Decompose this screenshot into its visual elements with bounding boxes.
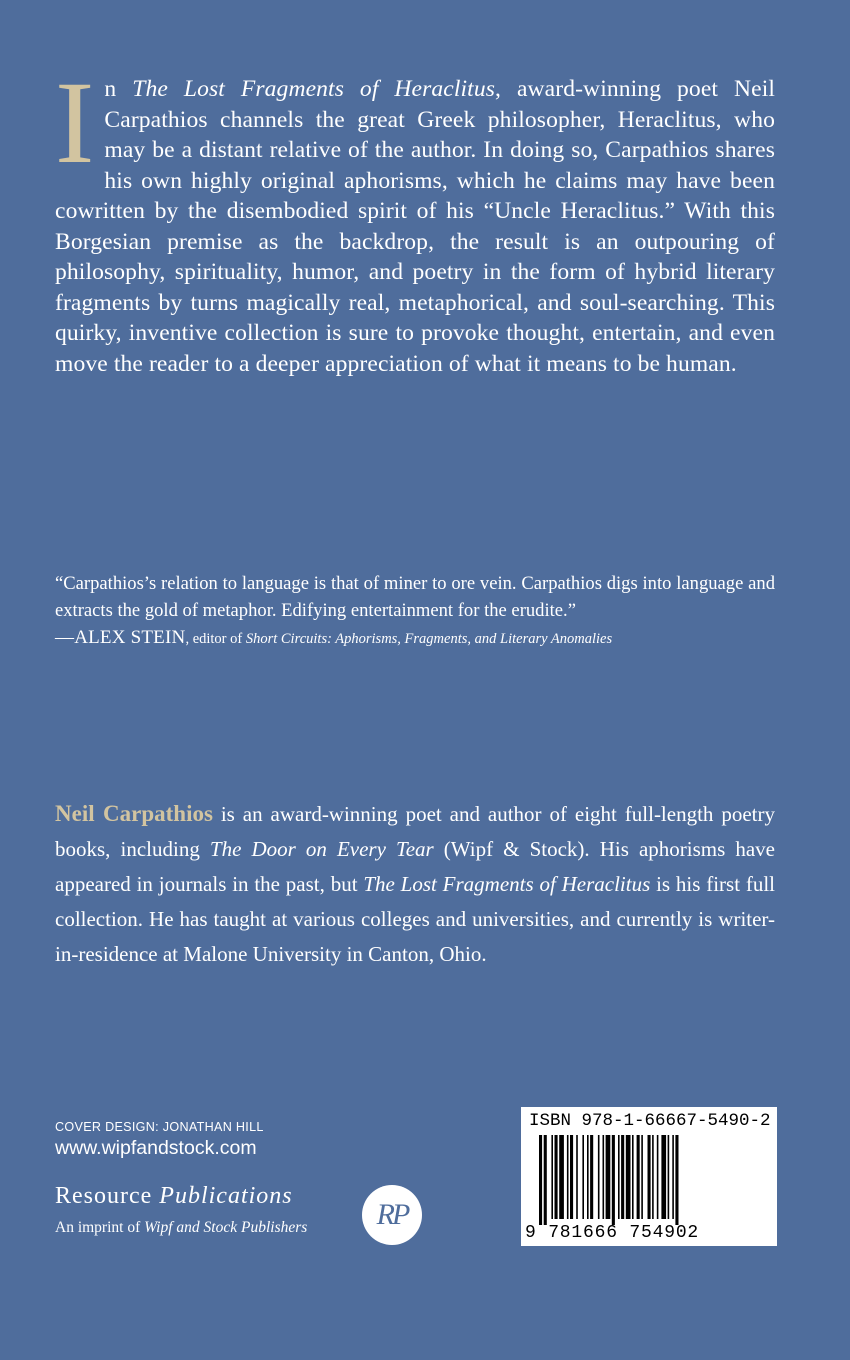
- barcode-bar: [652, 1135, 654, 1219]
- barcode-bar: [637, 1135, 640, 1219]
- imprint-line: [55, 1219, 307, 1237]
- bio-part-2: (Wipf & Stock). His aphorisms have appeared in journals in the past, but: [55, 837, 775, 896]
- barcode-digits: 9 781666 754902: [525, 1223, 700, 1243]
- bio-book-2: The Lost Fragments of Heraclitus: [363, 872, 651, 896]
- barcode-bar: [559, 1135, 564, 1219]
- barcode-bar: [598, 1135, 600, 1219]
- endorsement-attribution: [55, 627, 613, 648]
- blurb-text: , award-winning poet Neil Carpathios channels the great Greek philosopher, Heraclitus, who may be a distant relative of the author. In doing so, Carpathios shares his own highly original aphorisms, which he claims may have been cowritten by the disembodied spirit of his “Uncle Heraclitus.” With this Borgesian premise as the backdrop, the result is an outpouring of philosophy, spirituality, humor, and poetry in the form of hybrid literary fragments by turns magically real, metaphorical, and soul-searching. This quirky, inventive collection is sure to provoke thought, entertain, and even move the reader to a deeper appreciation of what it means to be human.: [55, 76, 776, 377]
- endorser-role: , editor of: [185, 631, 246, 647]
- barcode-bar: [618, 1135, 620, 1219]
- barcode-bar: [567, 1135, 569, 1219]
- back-cover-blurb: [55, 57, 776, 379]
- barcode-bar: [606, 1135, 611, 1219]
- barcode-bar: [657, 1135, 659, 1219]
- barcode-bar: [668, 1135, 670, 1219]
- barcode-bar: [539, 1135, 542, 1225]
- barcode-bar: [621, 1135, 624, 1219]
- isbn-barcode: [521, 1107, 777, 1246]
- barcode-bar: [576, 1135, 578, 1219]
- barcode-bar: [675, 1135, 678, 1225]
- endorser-name: —ALEX STEIN: [55, 627, 186, 648]
- author-name: Neil Carpathios: [55, 801, 213, 826]
- publisher-name-part-2: Publications: [159, 1183, 293, 1209]
- barcode-bar: [672, 1135, 674, 1219]
- cover-design-credit: COVER DESIGN: JONATHAN HILL: [55, 1120, 264, 1134]
- barcode-bar: [626, 1135, 631, 1219]
- barcode-bar: [587, 1135, 589, 1219]
- bio-part-3: is his first full collection. He has taught at various colleges and universities, and currently is writer-in-residence at Malone University in Canton, Ohio.: [55, 872, 776, 966]
- barcode-bar: [570, 1135, 573, 1219]
- rp-logo-icon: RP: [362, 1185, 422, 1245]
- blurb-book-title: The Lost Fragments of Heraclitus: [132, 76, 496, 102]
- isbn-label: ISBN 978-1-66667-5490-2: [529, 1111, 771, 1131]
- barcode-bar: [551, 1135, 553, 1219]
- barcode-bar: [612, 1135, 615, 1225]
- barcode-bar: [641, 1135, 643, 1219]
- barcode-bar: [603, 1135, 605, 1219]
- publisher-website: www.wipfandstock.com: [55, 1137, 257, 1159]
- bio-part-1: is an award-winning poet and author of eight full-length poetry books, including: [55, 802, 775, 861]
- endorsement-quote: “Carpathios’s relation to language is that of miner to ore vein. Carpathios digs into language and extracts the gold of metaphor. Edifying entertainment for the erudite.”: [55, 573, 775, 621]
- barcode-bar: [582, 1135, 584, 1219]
- imprint-publisher: Wipf and Stock Publishers: [144, 1219, 308, 1236]
- publisher-name: [55, 1183, 293, 1210]
- publisher-name-part-1: Resource: [55, 1183, 160, 1209]
- barcode-bar: [632, 1135, 634, 1219]
- barcode-bar: [544, 1135, 547, 1225]
- endorsement: [55, 570, 775, 653]
- bio-book-1: The Door on Every Tear: [209, 837, 434, 861]
- endorser-work: Short Circuits: Aphorisms, Fragments, and Literary Anomalies: [245, 631, 613, 647]
- imprint-prefix: An imprint of: [55, 1219, 145, 1236]
- barcode-bar: [555, 1135, 558, 1219]
- author-bio: [55, 796, 775, 972]
- barcode-bar: [648, 1135, 651, 1219]
- barcode-bar: [661, 1135, 666, 1219]
- barcode-bar: [590, 1135, 593, 1219]
- drop-cap: I: [55, 57, 95, 188]
- blurb-lead: n: [104, 76, 133, 102]
